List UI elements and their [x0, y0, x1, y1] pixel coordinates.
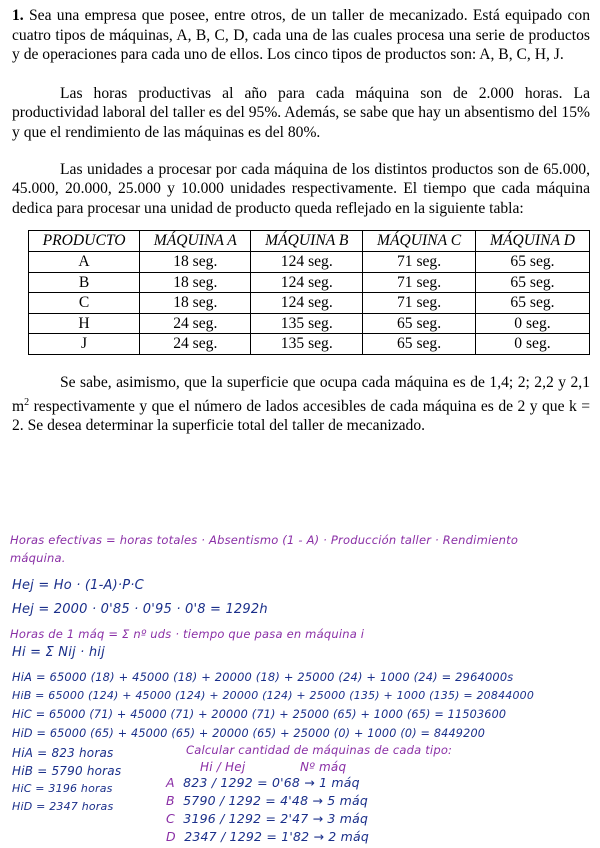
production-times-table — [28, 230, 590, 355]
note-formula-hej-value: Hej = 2000 · 0'85 · 0'95 · 0'8 = 1292h — [12, 602, 268, 617]
note-calc-col-count: Nº máq — [300, 760, 347, 774]
table-cell: 65 seg. — [363, 313, 476, 334]
table-cell: 65 seg. — [475, 293, 589, 314]
note-calc-row: B 5790 / 1292 = 4'48 → 5 máq — [166, 793, 368, 808]
problem-paragraph-1: 1. Sea una empresa que posee, entre otros, de un taller de mecanizado. Está equipado con cuatro tipos de máquinas, A, B, C, D, cada una de las cuales procesa una serie de productos y de operaciones para cada uno de ellos. Los cinco tipos de productos son: A, B, C, H, J. — [12, 7, 590, 64]
table-cell: 71 seg. — [363, 293, 476, 314]
note-result-a: HiA = 823 horas — [12, 746, 114, 760]
note-definition-machine-hours: Horas de 1 máq = Σ nº uds · tiempo que pasa en máquina i — [10, 627, 365, 641]
note-hi-machine-d: HiD = 65000 (65) + 45000 (65) + 20000 (65) + 25000 (0) + 1000 (0) = 8449200 — [12, 727, 486, 740]
table-cell: 124 seg. — [251, 272, 363, 293]
table-cell: 18 seg. — [140, 272, 251, 293]
table-cell: 0 seg. — [475, 334, 589, 355]
note-result-c: HiC = 3196 horas — [12, 782, 113, 795]
note-result-d: HiD = 2347 horas — [12, 800, 114, 813]
table-cell: 71 seg. — [363, 251, 476, 272]
table-cell: 65 seg. — [475, 272, 589, 293]
table-cell: 18 seg. — [140, 293, 251, 314]
problem-paragraph-4: Se sabe, asimismo, que la superficie que ocupa cada máquina es de 1,4; 2; 2,2 y 2,1 $m^2$ respectivamente y que el número de lados accesibles de cada máquina es de 2 y que k = 2. Se desea determinar la superficie total del taller de mecanizado. — [12, 373, 590, 435]
table-cell: C — [29, 293, 140, 314]
table-header-row — [29, 231, 590, 252]
table-row — [29, 251, 590, 272]
table-cell: 65 seg. — [475, 251, 589, 272]
note-formula-hi: Hi = Σ Nij · hij — [12, 645, 105, 660]
table-cell: 24 seg. — [140, 334, 251, 355]
note-calc-col-ratio: Hi / Hej — [200, 760, 246, 774]
table-cell: J — [29, 334, 140, 355]
note-hi-machine-b: HiB = 65000 (124) + 45000 (124) + 20000 (124) + 25000 (135) + 1000 (135) = 20844000 — [12, 689, 535, 702]
table-header: MÁQUINA B — [251, 231, 363, 252]
table-cell: 135 seg. — [251, 334, 363, 355]
table-header: MÁQUINA C — [363, 231, 476, 252]
table-header: PRODUCTO — [29, 231, 140, 252]
table-row — [29, 293, 590, 314]
table-cell: 65 seg. — [363, 334, 476, 355]
note-definition-continuation: máquina. — [10, 551, 66, 565]
problem-statement — [12, 6, 590, 453]
note-calc-row: A 823 / 1292 = 0'68 → 1 máq — [166, 775, 360, 790]
table-cell: A — [29, 251, 140, 272]
note-hi-machine-a: HiA = 65000 (18) + 45000 (18) + 20000 (18) + 25000 (24) + 1000 (24) = 2964000s — [12, 670, 514, 684]
table-cell: 124 seg. — [251, 293, 363, 314]
note-result-b: HiB = 5790 horas — [12, 764, 122, 778]
problem-paragraph-3: Las unidades a procesar por cada máquina de los distintos productos son de 65.000, 45.000, 20.000, 25.000 y 10.000 unidades respectivamente. El tiempo que cada máquina dedica para procesar una unidad de producto queda reflejado en la siguiente tabla: — [12, 160, 590, 217]
note-hi-machine-c: HiC = 65000 (71) + 45000 (71) + 20000 (71) + 25000 (65) + 1000 (65) = 11503600 — [12, 708, 507, 721]
table-row — [29, 313, 590, 334]
table-row — [29, 334, 590, 355]
table-cell: 71 seg. — [363, 272, 476, 293]
note-calc-row: C 3196 / 1292 = 2'47 → 3 máq — [166, 811, 369, 826]
note-calc-row: D 2347 / 1292 = 1'82 → 2 máq — [166, 829, 370, 844]
table-cell: 124 seg. — [251, 251, 363, 272]
table-header: MÁQUINA D — [475, 231, 589, 252]
table-cell: 0 seg. — [475, 313, 589, 334]
table-cell: 135 seg. — [251, 313, 363, 334]
table-cell: 24 seg. — [140, 313, 251, 334]
table-cell: B — [29, 272, 140, 293]
table-row — [29, 272, 590, 293]
table-header: MÁQUINA A — [140, 231, 251, 252]
problem-number: 1. — [12, 7, 24, 24]
note-definition-effective-hours: Horas efectivas = horas totales · Absentismo (1 - A) · Producción taller · Rendimiento — [10, 533, 519, 547]
table-cell: H — [29, 313, 140, 334]
note-formula-hej: Hej = Ho · (1-A)·P·C — [12, 578, 144, 593]
problem-paragraph-2: Las horas productivas al año para cada máquina son de 2.000 horas. La productividad laboral del taller es del 95%. Además, se sabe que hay un absentismo del 15% y que el rendimiento de las máquinas es del 80%. — [12, 84, 590, 141]
note-calc-title: Calcular cantidad de máquinas de cada tipo: — [186, 743, 453, 757]
table-cell: 18 seg. — [140, 251, 251, 272]
